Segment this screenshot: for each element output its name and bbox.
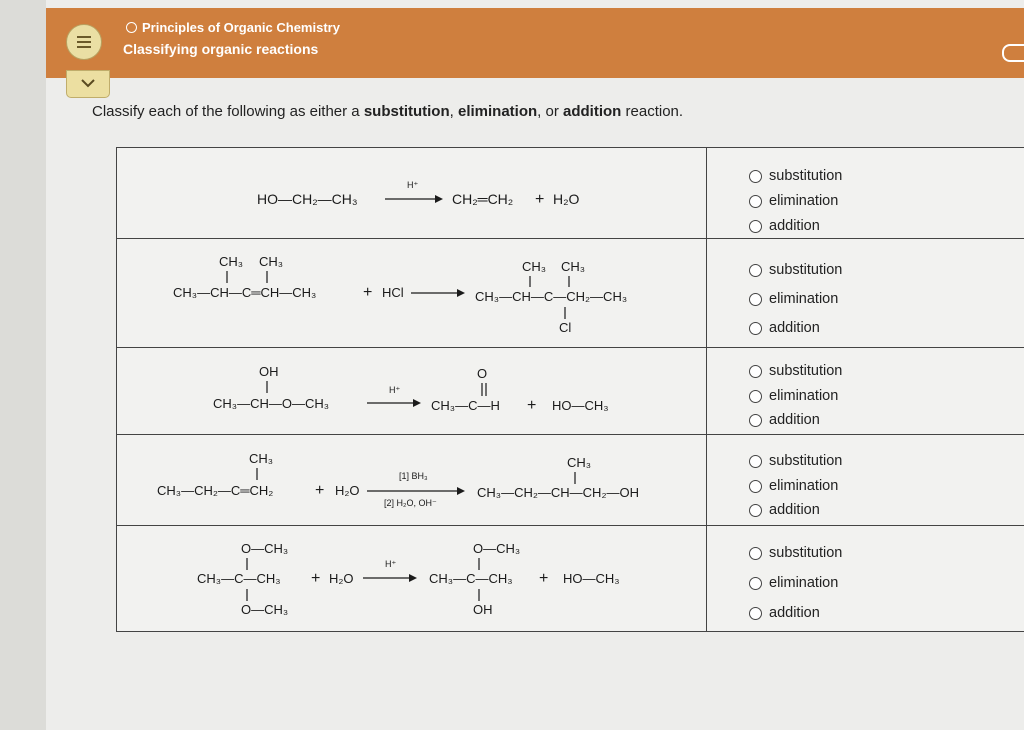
svg-text:CH₃—C—H: CH₃—C—H [431, 398, 500, 413]
circle-icon [126, 22, 137, 33]
reaction-row-3 [116, 347, 1024, 435]
radio-button[interactable] [749, 607, 762, 620]
option-addition[interactable]: addition [749, 218, 820, 234]
svg-text:H⁺: H⁺ [389, 385, 401, 395]
option-elimination[interactable]: elimination [749, 575, 838, 591]
svg-text:CH₃: CH₃ [259, 254, 284, 269]
svg-text:Cl: Cl [559, 320, 572, 335]
answer-options-2 [749, 239, 1024, 347]
option-elimination[interactable]: elimination [749, 193, 838, 209]
option-elimination[interactable]: elimination [749, 478, 838, 494]
radio-button[interactable] [749, 293, 762, 306]
reaction-row-2 [116, 238, 1024, 348]
svg-text:HO—CH₃: HO—CH₃ [552, 398, 609, 413]
radio-button[interactable] [749, 455, 762, 468]
collapse-button[interactable] [66, 70, 110, 98]
option-elimination[interactable]: elimination [749, 291, 838, 307]
instructions: Classify each of the following as either a substitution, elimination, or addition reaction. [92, 103, 684, 120]
radio-button[interactable] [749, 577, 762, 590]
svg-text:[2] H₂O, OH⁻: [2] H₂O, OH⁻ [384, 498, 437, 508]
svg-text:+: + [539, 570, 549, 587]
svg-text:HO—CH₃: HO—CH₃ [563, 571, 620, 586]
svg-text:OH: OH [473, 602, 493, 617]
svg-text:CH₃: CH₃ [567, 455, 592, 470]
svg-text:CH₃—C—CH₃: CH₃—C—CH₃ [429, 571, 513, 586]
answer-options-4 [749, 435, 1024, 525]
svg-text:H₂O: H₂O [335, 483, 360, 498]
answer-options-1 [749, 148, 1024, 238]
svg-text:H₂O: H₂O [329, 571, 354, 586]
menu-icon[interactable] [66, 24, 102, 60]
radio-button[interactable] [749, 365, 762, 378]
reaction-row-5 [116, 525, 1024, 632]
svg-text:O—CH₃: O—CH₃ [241, 602, 289, 617]
option-substitution[interactable]: substitution [749, 545, 842, 561]
svg-text:CH₂═CH₂: CH₂═CH₂ [452, 191, 514, 207]
page-title: Classifying organic reactions [123, 41, 319, 57]
reaction-4-equation [117, 435, 707, 525]
option-substitution[interactable]: substitution [749, 453, 842, 469]
option-substitution[interactable]: substitution [749, 262, 842, 278]
breadcrumb[interactable] [126, 20, 340, 35]
header-bar [46, 8, 1024, 78]
reaction-2-equation [117, 239, 707, 347]
svg-text:O: O [477, 366, 488, 381]
option-substitution[interactable]: substitution [749, 363, 842, 379]
option-addition[interactable]: addition [749, 320, 820, 336]
reaction-1 [117, 148, 707, 238]
svg-text:H⁺: H⁺ [407, 180, 419, 190]
svg-text:CH₃—CH—C—CH₂—CH₃: CH₃—CH—C—CH₂—CH₃ [475, 289, 628, 304]
svg-text:+: + [535, 191, 545, 208]
svg-text:HCl: HCl [382, 285, 404, 300]
reaction-3 [117, 348, 707, 434]
reaction-5-equation [117, 526, 707, 631]
radio-button[interactable] [749, 480, 762, 493]
answer-options-3 [749, 348, 1024, 434]
page [46, 0, 1024, 730]
reaction-5 [117, 526, 707, 631]
answer-options-5 [749, 526, 1024, 631]
radio-button[interactable] [749, 170, 762, 183]
svg-text:H₂O: H₂O [553, 191, 580, 207]
svg-text:CH₃—CH—C═CH—CH₃: CH₃—CH—C═CH—CH₃ [173, 285, 317, 300]
svg-text:O—CH₃: O—CH₃ [473, 541, 521, 556]
svg-text:CH₃: CH₃ [522, 259, 547, 274]
radio-button[interactable] [749, 220, 762, 233]
radio-button[interactable] [749, 322, 762, 335]
reaction-row-1 [116, 147, 1024, 239]
reaction-3-equation [117, 348, 707, 434]
svg-text:CH₃—CH—O—CH₃: CH₃—CH—O—CH₃ [213, 396, 330, 411]
option-substitution[interactable]: substitution [749, 168, 842, 184]
option-elimination[interactable]: elimination [749, 388, 838, 404]
svg-text:H⁺: H⁺ [385, 559, 397, 569]
svg-text:CH₃: CH₃ [561, 259, 586, 274]
svg-text:+: + [363, 284, 373, 301]
reaction-2 [117, 239, 707, 347]
radio-button[interactable] [749, 390, 762, 403]
svg-text:O—CH₃: O—CH₃ [241, 541, 289, 556]
breadcrumb-label: Principles of Organic Chemistry [142, 20, 340, 35]
reaction-4 [117, 435, 707, 525]
radio-button[interactable] [749, 414, 762, 427]
svg-text:+: + [527, 397, 537, 414]
radio-button[interactable] [749, 547, 762, 560]
expand-icon[interactable] [1002, 44, 1024, 62]
svg-text:+: + [311, 570, 321, 587]
radio-button[interactable] [749, 195, 762, 208]
option-addition[interactable]: addition [749, 412, 820, 428]
chevron-down-icon [80, 77, 96, 89]
svg-text:CH₃—C—CH₃: CH₃—C—CH₃ [197, 571, 281, 586]
reaction-1-equation [117, 148, 707, 238]
svg-text:+: + [315, 482, 325, 499]
svg-text:[1] BH₃: [1] BH₃ [399, 471, 428, 481]
radio-button[interactable] [749, 504, 762, 517]
reaction-row-4 [116, 434, 1024, 526]
option-addition[interactable]: addition [749, 502, 820, 518]
svg-text:CH₃—CH₂—C═CH₂: CH₃—CH₂—C═CH₂ [157, 483, 274, 498]
radio-button[interactable] [749, 264, 762, 277]
svg-text:OH: OH [259, 364, 279, 379]
svg-text:CH₃—CH₂—CH—CH₂—OH: CH₃—CH₂—CH—CH₂—OH [477, 485, 639, 500]
svg-text:CH₃: CH₃ [249, 451, 274, 466]
option-addition[interactable]: addition [749, 605, 820, 621]
svg-text:HO—CH₂—CH₃: HO—CH₂—CH₃ [257, 191, 358, 207]
svg-text:CH₃: CH₃ [219, 254, 244, 269]
